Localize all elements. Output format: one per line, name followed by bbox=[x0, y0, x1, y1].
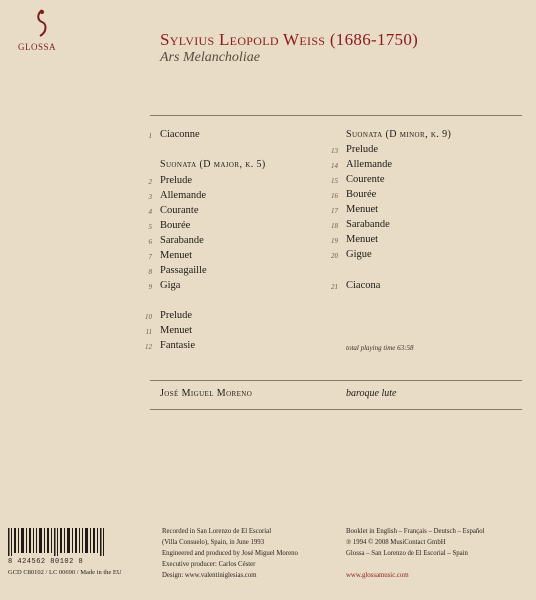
recording-line: Engineered and produced by José Miguel Moreno bbox=[162, 550, 298, 557]
track-number: 3 bbox=[148, 193, 152, 201]
recording-line: Executive producer: Carlos Céster bbox=[162, 561, 256, 568]
track-number: 6 bbox=[148, 238, 152, 246]
label-logo bbox=[12, 8, 72, 52]
barcode-icon bbox=[8, 528, 108, 556]
credits-divider bbox=[150, 380, 522, 381]
logo-text: GLOSSA bbox=[18, 42, 57, 52]
track-number: 20 bbox=[331, 252, 338, 260]
glossa-emblem-icon bbox=[34, 8, 50, 38]
track-title: Courante bbox=[160, 205, 199, 216]
track-title: Gigue bbox=[346, 249, 372, 260]
track-number: 7 bbox=[148, 253, 152, 261]
track-title: Sarabande bbox=[160, 235, 204, 246]
total-playing-time: total playing time 63:58 bbox=[346, 344, 414, 352]
booklet-line: Booklet in English – Français – Deutsch – Español bbox=[346, 528, 485, 535]
track-title: Ciaconne bbox=[160, 129, 200, 140]
track-number: 11 bbox=[145, 328, 152, 336]
instrument-name: baroque lute bbox=[346, 388, 397, 399]
track-number: 5 bbox=[148, 223, 152, 231]
track-number: 18 bbox=[331, 222, 338, 230]
album-subtitle: Ars Melancholiae bbox=[160, 50, 260, 65]
track-title: Bourée bbox=[160, 220, 191, 231]
track-title: Ciacona bbox=[346, 280, 381, 291]
track-number: 12 bbox=[145, 343, 152, 351]
top-divider bbox=[150, 115, 522, 116]
track-number: 2 bbox=[148, 178, 152, 186]
track-title: Fantasie bbox=[160, 340, 195, 351]
track-title: Prelude bbox=[160, 175, 193, 186]
track-title: Sarabande bbox=[346, 219, 390, 230]
track-number: 14 bbox=[331, 162, 338, 170]
track-number: 15 bbox=[331, 177, 338, 185]
catalog-number: GCD C80102 / LC 00690 / Made in the EU bbox=[8, 569, 122, 576]
track-number: 10 bbox=[145, 313, 152, 321]
sonata-heading-d-minor: Suonata (D minor, k. 9) bbox=[346, 129, 452, 140]
track-title: Menuet bbox=[346, 204, 379, 215]
track-title: Menuet bbox=[160, 325, 193, 336]
track-number: 13 bbox=[331, 147, 338, 155]
sonata-heading-d-major: Suonata (D major, k. 5) bbox=[160, 159, 266, 170]
recording-info bbox=[162, 526, 298, 581]
track-title: Allemande bbox=[160, 190, 207, 201]
booklet-info bbox=[346, 526, 485, 581]
recording-line: Design: www.valentiniglesias.com bbox=[162, 572, 257, 579]
track-title: Courente bbox=[346, 174, 385, 185]
website-link[interactable]: www.glossamusic.com bbox=[346, 572, 409, 579]
performer-name: José Miguel Moreno bbox=[160, 388, 253, 399]
booklet-line: ℗ 1994 © 2008 MusiContact GmbH bbox=[346, 539, 446, 546]
track-title: Allemande bbox=[346, 159, 393, 170]
track-number: 8 bbox=[148, 268, 152, 276]
track-number: 9 bbox=[148, 283, 152, 291]
barcode-number: 8 424562 80102 8 bbox=[8, 558, 84, 566]
track-title: Menuet bbox=[160, 250, 193, 261]
spacer bbox=[346, 559, 485, 570]
composer-title: Sylvius Leopold Weiss (1686-1750) bbox=[160, 30, 419, 49]
track-title: Giga bbox=[160, 280, 181, 291]
bottom-divider bbox=[150, 409, 522, 410]
track-title: Passagaille bbox=[160, 265, 207, 276]
track-number: 17 bbox=[331, 207, 338, 215]
track-number: 19 bbox=[331, 237, 338, 245]
recording-line: Recorded in San Lorenzo de El Escorial bbox=[162, 528, 272, 535]
track-number: 21 bbox=[331, 283, 338, 291]
track-title: Bourée bbox=[346, 189, 377, 200]
track-number: 16 bbox=[331, 192, 338, 200]
recording-line: (Villa Consuelo), Spain, in June 1993 bbox=[162, 539, 265, 546]
track-title: Prelude bbox=[160, 310, 193, 321]
track-title: Prelude bbox=[346, 144, 379, 155]
booklet-line: Glossa – San Lorenzo de El Escorial – Spain bbox=[346, 550, 468, 557]
track-title: Menuet bbox=[346, 234, 379, 245]
track-number: 1 bbox=[148, 132, 152, 140]
track-number: 4 bbox=[148, 208, 152, 216]
